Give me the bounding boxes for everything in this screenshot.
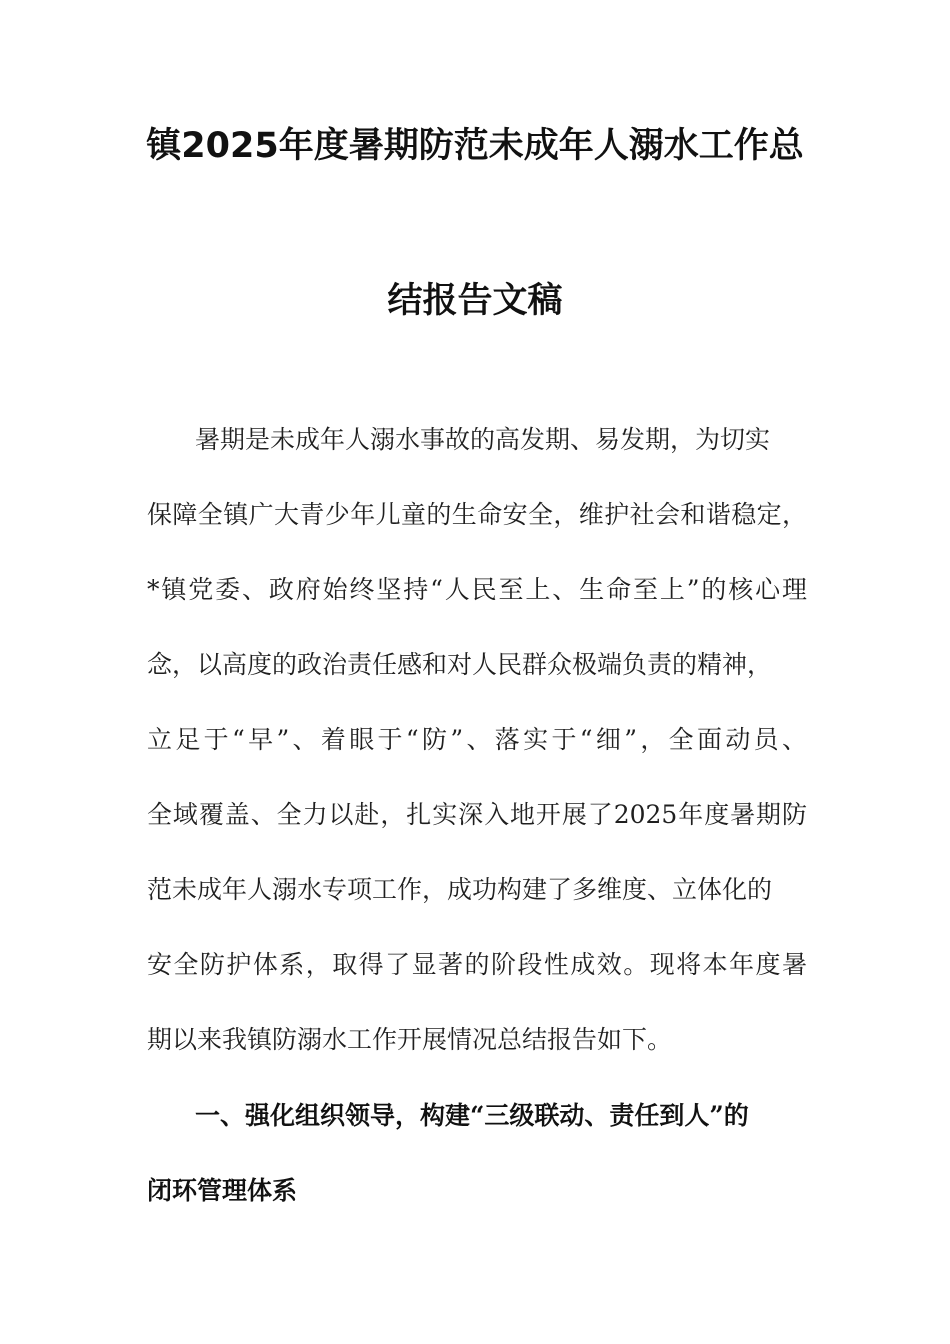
intro-paragraph-line-4: 念，以高度的政治责任感和对人民群众极端负责的精神， <box>147 650 773 679</box>
intro-paragraph-line-6: 全域覆盖、全力以赴，扎实深入地开展了2025年度暑期防 <box>147 800 807 829</box>
section-heading-line-1: 一、强化组织领导，构建“三级联动、责任到人”的 <box>195 1101 749 1130</box>
document-title-line-1: 镇2025年度暑期防范未成年人溺水工作总 <box>146 126 804 166</box>
intro-paragraph-line-7: 范未成年人溺水专项工作，成功构建了多维度、立体化的 <box>147 875 773 904</box>
intro-paragraph-line-8: 安全防护体系，取得了显著的阶段性成效。现将本年度暑 <box>147 950 807 979</box>
document-title-line-2: 结报告文稿 <box>387 281 563 321</box>
intro-paragraph-line-3: *镇党委、政府始终坚持“人民至上、生命至上”的核心理 <box>147 575 807 604</box>
intro-paragraph-line-1: 暑期是未成年人溺水事故的高发期、易发期，为切实 <box>195 425 771 454</box>
intro-paragraph-line-2: 保障全镇广大青少年儿童的生命安全，维护社会和谐稳定， <box>147 500 807 529</box>
intro-paragraph-line-9: 期以来我镇防溺水工作开展情况总结报告如下。 <box>147 1025 673 1054</box>
intro-paragraph-line-5: 立足于“早”、着眼于“防”、落实于“细”，全面动员、 <box>147 725 807 754</box>
section-heading-line-2: 闭环管理体系 <box>147 1176 298 1205</box>
